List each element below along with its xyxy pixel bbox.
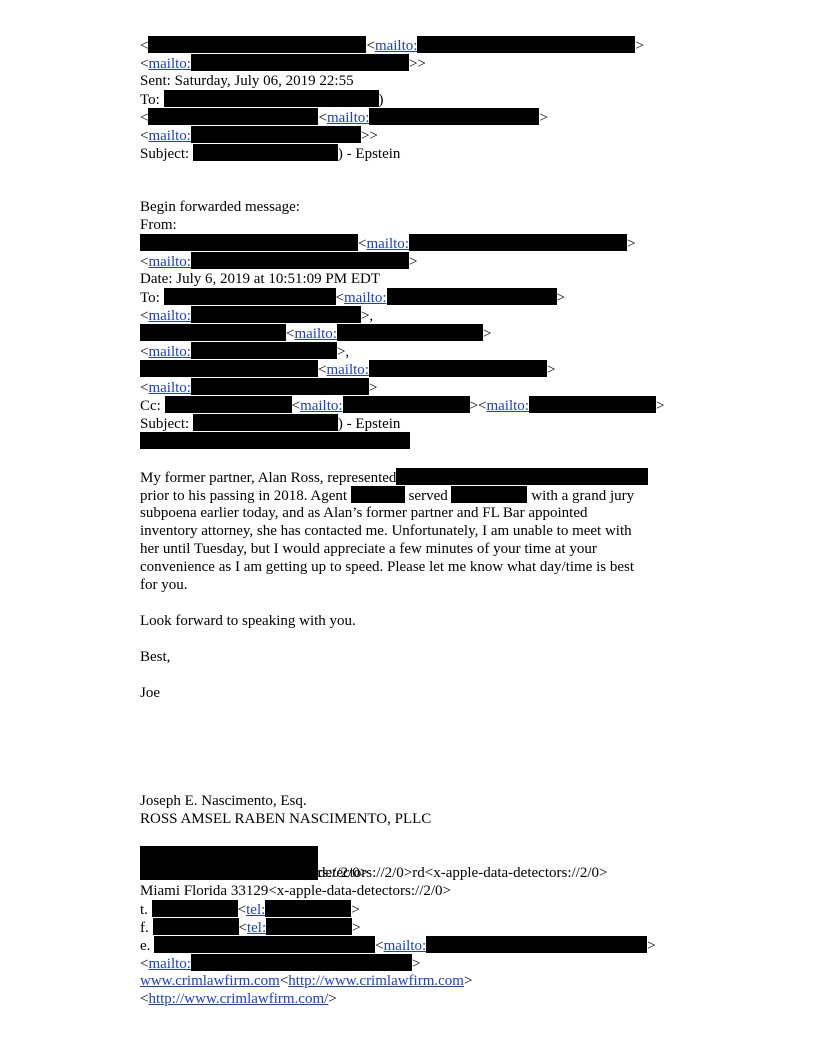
redaction [154, 936, 375, 953]
tel-link[interactable]: tel: [246, 920, 267, 936]
redaction [409, 234, 627, 251]
redaction [191, 126, 361, 143]
redaction [164, 90, 379, 107]
fwd-to-line-2: <mailto: >, [140, 308, 374, 324]
header-from-line: < <mailto: > [140, 38, 644, 54]
website-link[interactable]: www.crimlawfirm.com [140, 973, 280, 989]
redaction [451, 486, 527, 503]
mailto-link[interactable]: mailto: [344, 290, 387, 306]
redaction [417, 36, 635, 53]
signature-address-3: Miami Florida 33129<x-apple-data-detectors://2/0> [140, 883, 452, 899]
signature-phone: t. <tel: > [140, 902, 360, 918]
body-closing: Look forward to speaking with you. [140, 613, 356, 629]
fwd-to-line-4: <mailto: >, [140, 344, 350, 360]
body-line: inventory attorney, she has contacted me. Unfortunately, I am unable to meet with [140, 523, 632, 539]
redaction [164, 288, 336, 305]
redaction [426, 936, 647, 953]
subject-line: Subject: ) - Epstein [140, 146, 401, 162]
body-line: for you. [140, 577, 188, 593]
fwd-from-label: From: [140, 217, 177, 233]
forward-intro: Begin forwarded message: [140, 199, 300, 215]
header-from-line-2: <mailto: >> [140, 56, 426, 72]
fwd-subject-line: Subject: ) - Epstein [140, 416, 401, 432]
redaction [191, 378, 369, 395]
mailto-link[interactable]: mailto: [148, 344, 191, 360]
mailto-link[interactable]: mailto: [326, 110, 370, 126]
mailto-link[interactable]: mailto: [148, 254, 191, 270]
body-line: convenience as I am getting up to speed. Please let me know what day/time is best [140, 559, 635, 575]
body-line: her until Tuesday, but I would appreciate a few minutes of your time at your [140, 541, 597, 557]
redaction [165, 396, 292, 413]
to-line-3: <mailto: >> [140, 128, 378, 144]
mailto-link[interactable]: mailto: [148, 56, 191, 72]
redaction [191, 342, 337, 359]
fwd-cc-line: Cc: <mailto: ><mailto: > [140, 398, 665, 414]
redaction [148, 108, 318, 125]
signature-firm: ROSS AMSEL RABEN NASCIMENTO, PLLC [140, 811, 432, 827]
mailto-link[interactable]: mailto: [486, 398, 529, 414]
fwd-subject-line-2 [140, 432, 410, 450]
redaction [265, 900, 351, 917]
redaction [337, 324, 483, 341]
body-line: subpoena earlier today, and as Alan’s former partner and FL Bar appointed [140, 505, 588, 521]
signature-email: e. <mailto: > [140, 938, 656, 954]
mailto-link[interactable]: mailto: [383, 938, 427, 954]
signature-address-2: Avenue<x-apple-data-detectors://2/0> [140, 865, 369, 881]
to-line: To: ) [140, 92, 384, 108]
body-line: My former partner, Alan Ross, represented [140, 468, 648, 486]
fwd-date-line: Date: July 6, 2019 at 10:51:09 PM EDT [140, 271, 380, 287]
website-link[interactable]: http://www.crimlawfirm.com [288, 973, 464, 989]
redaction [140, 432, 410, 449]
redaction [140, 234, 358, 251]
fwd-from-line: <mailto: > [140, 234, 635, 252]
mailto-link[interactable]: mailto: [148, 308, 191, 324]
mailto-link[interactable]: mailto: [148, 128, 191, 144]
body-signature-name: Joe [140, 685, 160, 701]
redaction [351, 486, 405, 503]
redaction [153, 918, 239, 935]
signature-address-1: detectors://2/0>rd<x-apple-data-detectors://2/0> [140, 846, 607, 864]
website-link[interactable]: http://www.crimlawfirm.com/ [148, 991, 329, 1007]
redaction [343, 396, 470, 413]
signature-fax: f. <tel: > [140, 920, 361, 936]
fwd-to-line-6: <mailto: > [140, 380, 378, 396]
mailto-link[interactable]: mailto: [148, 956, 191, 972]
mailto-link[interactable]: mailto: [294, 326, 337, 342]
redaction [266, 918, 352, 935]
fwd-to-line: To: <mailto: > [140, 290, 565, 306]
signature-website-2: <http://www.crimlawfirm.com/> [140, 991, 337, 1007]
redaction [148, 36, 366, 53]
body-line: prior to his passing in 2018. Agent served with a grand jury [140, 488, 635, 504]
mailto-link[interactable]: mailto: [374, 38, 418, 54]
signature-website: www.crimlawfirm.com<http://www.crimlawfirm.com> [140, 973, 473, 989]
redaction [191, 252, 409, 269]
redaction [369, 108, 539, 125]
body-signoff: Best, [140, 649, 171, 665]
signature-name: Joseph E. Nascimento, Esq. [140, 793, 307, 809]
mailto-link[interactable]: mailto: [148, 380, 191, 396]
redaction [396, 468, 648, 485]
signature-email-2: <mailto: > [140, 956, 421, 972]
redaction [193, 414, 338, 431]
redaction [529, 396, 656, 413]
redaction [140, 324, 286, 341]
fwd-to-line-5: <mailto: > [140, 360, 555, 378]
redaction [191, 54, 409, 71]
fwd-from-line-2: <mailto: > [140, 254, 418, 270]
sent-line: Sent: Saturday, July 06, 2019 22:55 [140, 73, 354, 89]
to-line-2: < <mailto: > [140, 110, 548, 126]
redaction [369, 360, 547, 377]
redaction [387, 288, 557, 305]
redaction [191, 954, 412, 971]
fwd-to-line-3: <mailto: > [140, 324, 491, 342]
redaction [191, 306, 361, 323]
mailto-link[interactable]: mailto: [326, 362, 369, 378]
mailto-link[interactable]: mailto: [300, 398, 343, 414]
tel-link[interactable]: tel: [246, 902, 266, 918]
redaction [152, 900, 238, 917]
redaction [140, 360, 318, 377]
mailto-link[interactable]: mailto: [366, 236, 409, 252]
redaction [193, 144, 338, 161]
